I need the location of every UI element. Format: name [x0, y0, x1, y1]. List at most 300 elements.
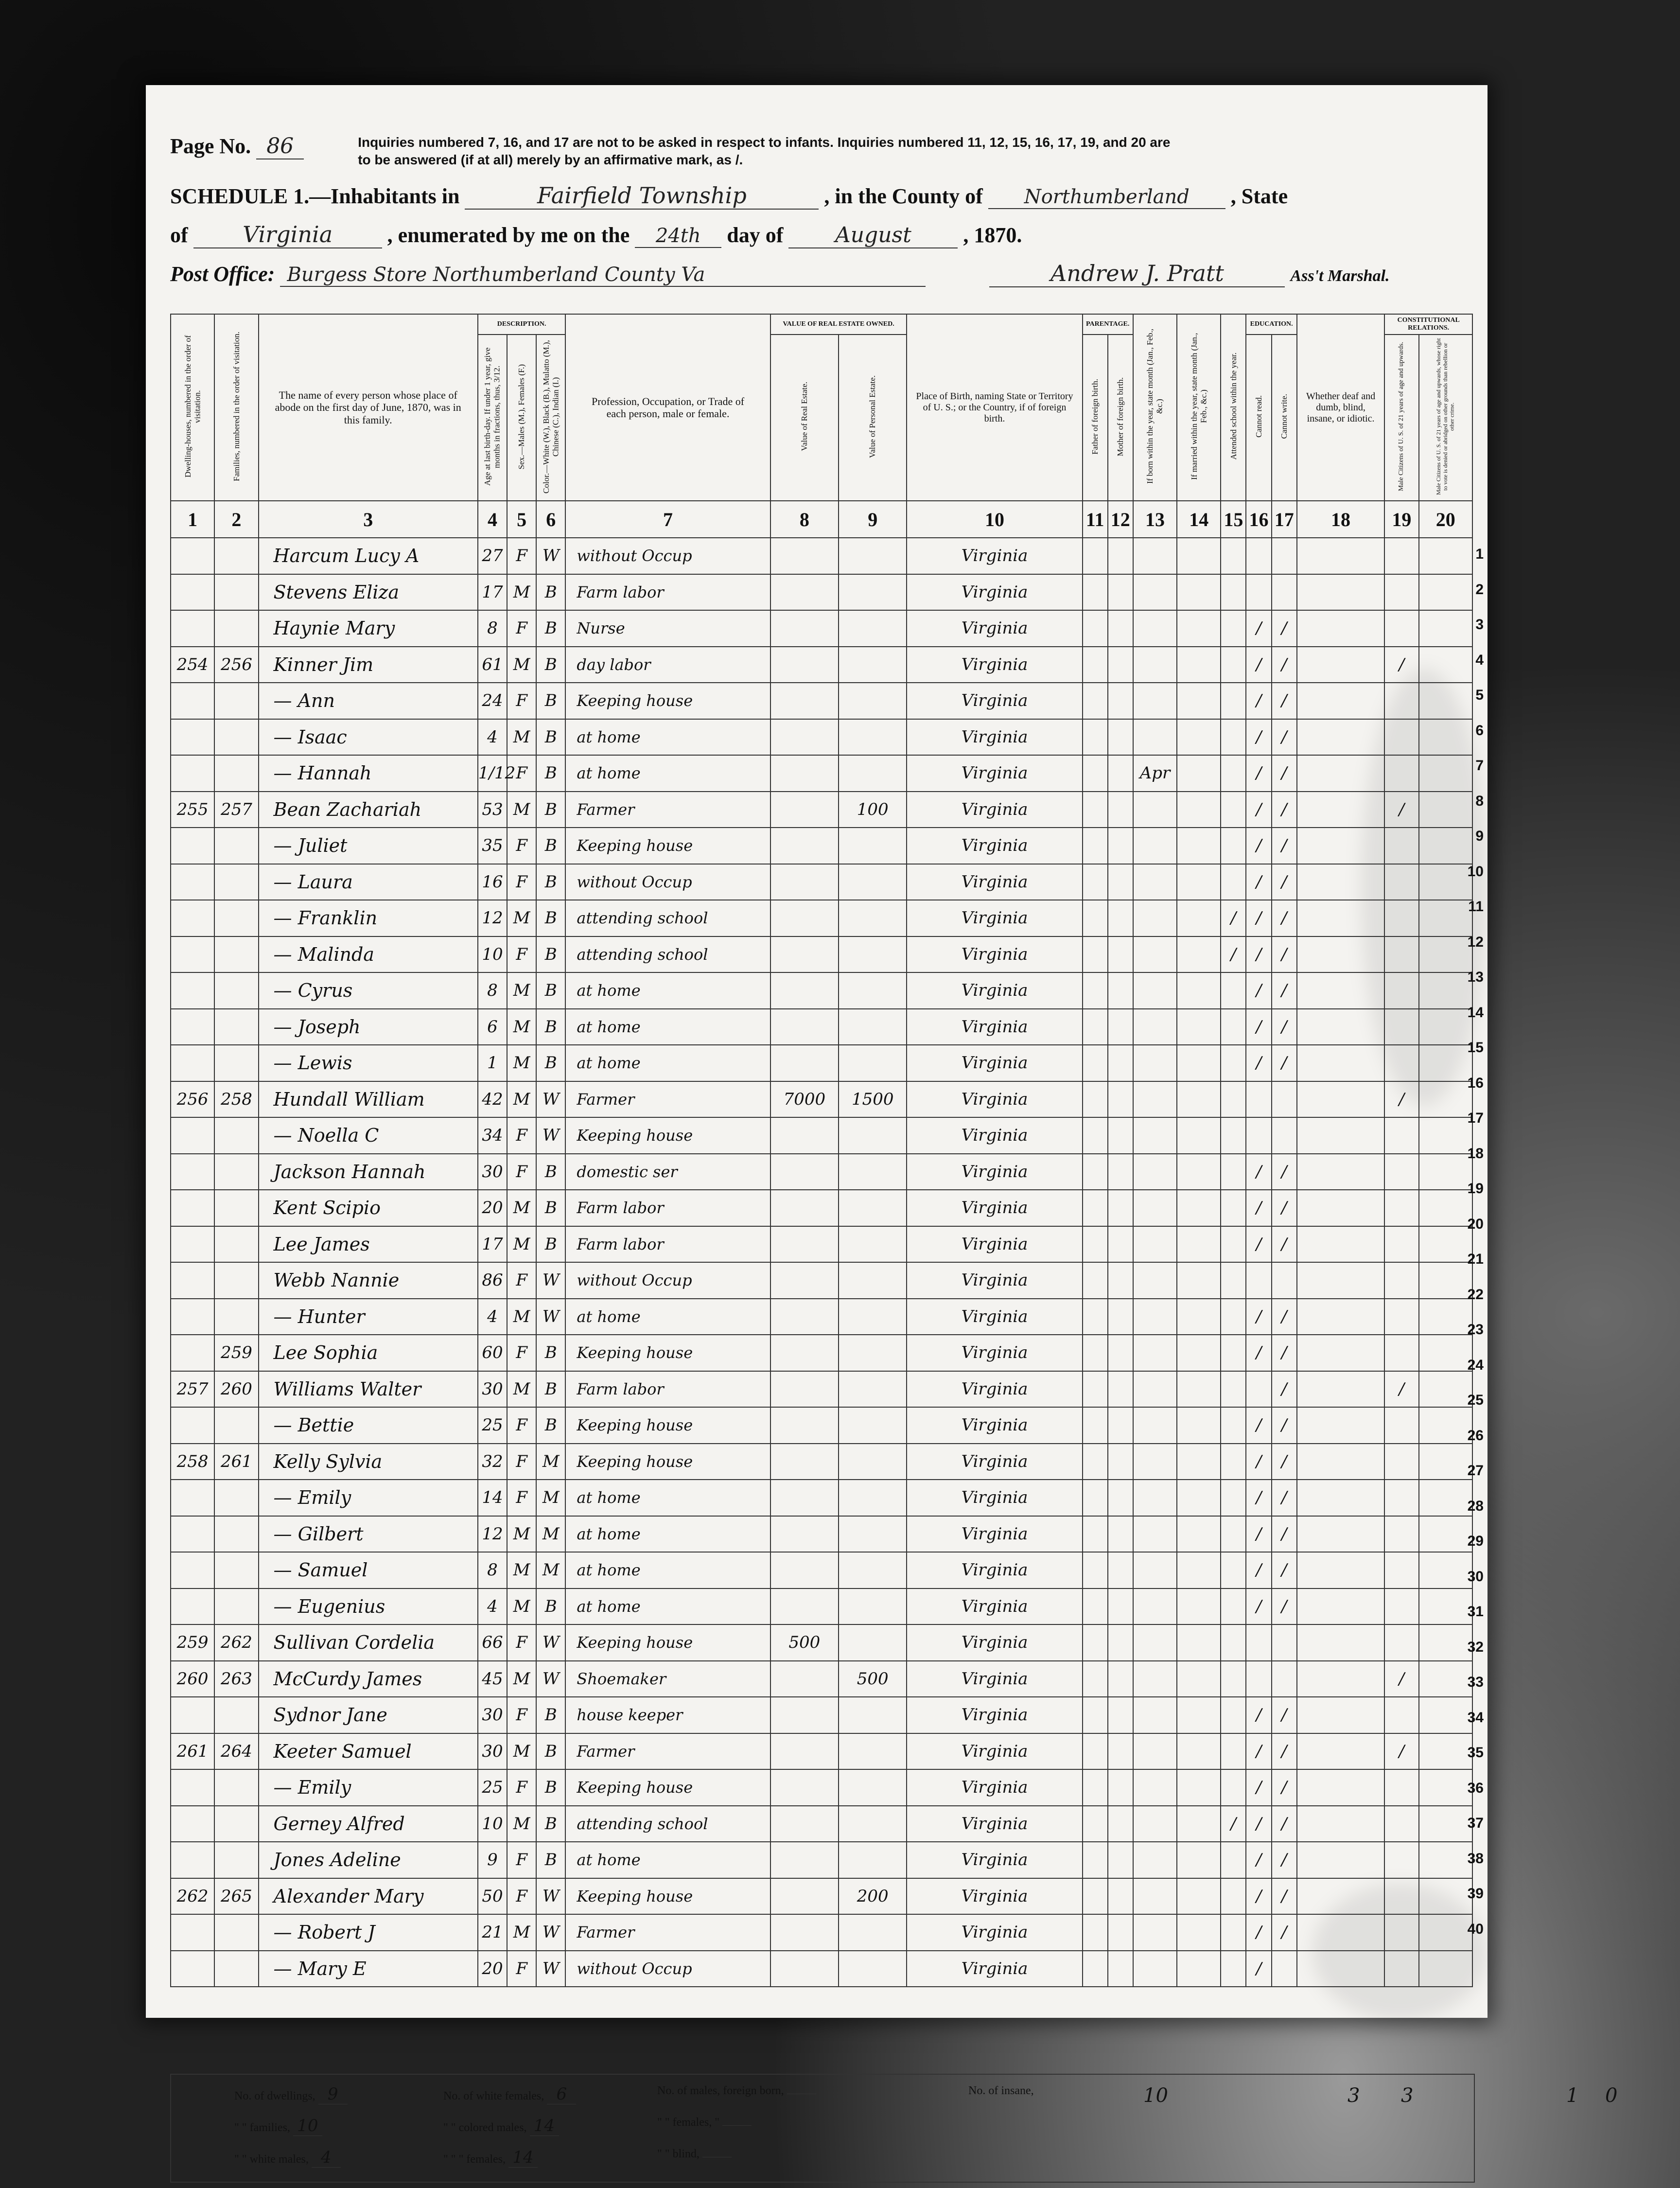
mother-foreign-cell — [1108, 1444, 1133, 1480]
deaf-blind-insane-cell — [1297, 972, 1385, 1009]
sex-cell: M — [507, 1588, 536, 1625]
cannot-write-cell — [1272, 1661, 1297, 1697]
personal-estate-value-cell — [839, 538, 907, 574]
deaf-blind-insane-cell — [1297, 1262, 1385, 1299]
dwelling-number-cell — [171, 1045, 214, 1081]
sex-cell: F — [507, 1262, 536, 1299]
vote-denied-cell — [1419, 1842, 1473, 1878]
attended-school-cell: / — [1221, 936, 1246, 973]
married-within-year-cell — [1177, 1951, 1221, 1987]
occupation-cell: Keeping house — [565, 828, 770, 864]
cannot-write-cell: / — [1272, 900, 1297, 936]
person-name-cell: — Ann — [259, 683, 478, 719]
census-row — [171, 1335, 1472, 1371]
attended-school-cell — [1221, 1371, 1246, 1408]
census-row — [171, 538, 1472, 574]
birthplace-cell: Virginia — [907, 1806, 1082, 1842]
deaf-blind-insane-cell — [1297, 1661, 1385, 1697]
born-within-year-cell — [1133, 1009, 1177, 1045]
birthplace-cell: Virginia — [907, 1009, 1082, 1045]
personal-estate-value-cell: 200 — [839, 1878, 907, 1915]
male-citizen-cell — [1384, 610, 1418, 647]
attended-school-cell — [1221, 1335, 1246, 1371]
occupation-cell: Farmer — [565, 1733, 770, 1770]
father-foreign-cell — [1083, 1842, 1108, 1878]
born-within-year-cell — [1133, 828, 1177, 864]
married-within-year-cell — [1177, 1516, 1221, 1553]
real-estate-value-cell: 7000 — [770, 1081, 839, 1118]
cannot-write-cell — [1272, 1624, 1297, 1661]
cannot-read-cell: / — [1246, 1951, 1271, 1987]
person-name-cell: — Laura — [259, 864, 478, 900]
sex-cell: F — [507, 1407, 536, 1444]
father-foreign-cell — [1083, 828, 1108, 864]
person-name-cell: Lee James — [259, 1226, 478, 1263]
personal-estate-value-cell — [839, 1407, 907, 1444]
father-foreign-cell — [1083, 1624, 1108, 1661]
column-number: 12 — [1108, 501, 1133, 538]
born-within-year-cell — [1133, 1842, 1177, 1878]
cannot-read-cell: / — [1246, 1842, 1271, 1878]
real-estate-value-cell — [770, 1444, 839, 1480]
sex-cell: F — [507, 864, 536, 900]
family-number-cell: 264 — [214, 1733, 258, 1770]
dwelling-number-cell — [171, 1842, 214, 1878]
male-citizen-cell — [1384, 1117, 1418, 1154]
birthplace-cell: Virginia — [907, 1842, 1082, 1878]
constitutional-group-header: CONSTITUTIONAL RELATIONS. — [1384, 314, 1472, 335]
enumeration-day: 24th — [635, 225, 721, 248]
day-of-label: day of — [727, 223, 784, 247]
occupation-cell: house keeper — [565, 1697, 770, 1733]
personal-estate-value-cell — [839, 1371, 907, 1408]
dwelling-number-cell: 259 — [171, 1624, 214, 1661]
sex-cell: M — [507, 1299, 536, 1335]
married-within-year-cell — [1177, 1842, 1221, 1878]
male-citizen-cell — [1384, 1769, 1418, 1806]
deaf-blind-insane-cell — [1297, 1480, 1385, 1516]
sex-cell: M — [507, 792, 536, 828]
col-family-header: Families, numbered in the order of visitation. — [214, 314, 258, 501]
cannot-write-cell: / — [1272, 719, 1297, 756]
vote-denied-cell — [1419, 1951, 1473, 1987]
sex-cell: F — [507, 1624, 536, 1661]
real-estate-value-cell — [770, 1516, 839, 1553]
census-row — [171, 1697, 1472, 1733]
occupation-cell: Farmer — [565, 1914, 770, 1951]
family-number-cell — [214, 1117, 258, 1154]
deaf-blind-insane-cell — [1297, 1444, 1385, 1480]
dwelling-number-cell — [171, 1117, 214, 1154]
person-name-cell: — Bettie — [259, 1407, 478, 1444]
real-estate-value-cell — [770, 1842, 839, 1878]
real-estate-value-cell — [770, 1697, 839, 1733]
margin-line-number: 12 — [1467, 934, 1484, 950]
real-estate-value-cell — [770, 936, 839, 973]
col-mother-foreign-header: Mother of foreign birth. — [1108, 335, 1133, 501]
family-number-cell: 262 — [214, 1624, 258, 1661]
marshal-label: Ass't Marshal. — [1290, 267, 1390, 285]
occupation-cell: without Occup — [565, 1951, 770, 1987]
color-cell: B — [536, 610, 565, 647]
occupation-cell: Nurse — [565, 610, 770, 647]
total-mark-b: 3 — [1348, 2084, 1360, 2107]
year-label: , 1870. — [963, 223, 1022, 247]
married-within-year-cell — [1177, 1407, 1221, 1444]
cannot-read-cell: / — [1246, 792, 1271, 828]
birthplace-cell: Virginia — [907, 1444, 1082, 1480]
person-name-cell: Jackson Hannah — [259, 1154, 478, 1190]
personal-estate-value-cell — [839, 1516, 907, 1553]
margin-line-number: 4 — [1475, 652, 1484, 668]
margin-line-number: 3 — [1475, 617, 1484, 633]
vote-denied-cell — [1419, 1045, 1473, 1081]
father-foreign-cell — [1083, 900, 1108, 936]
color-cell: B — [536, 1226, 565, 1263]
vote-denied-cell — [1419, 1480, 1473, 1516]
male-citizen-cell — [1384, 828, 1418, 864]
male-citizen-cell: / — [1384, 1733, 1418, 1770]
color-cell: B — [536, 1769, 565, 1806]
personal-estate-value-cell: 1500 — [839, 1081, 907, 1118]
instructions-note: Inquiries numbered 7, 16, and 17 are not to be asked in respect to infants. Inquiries numbered 11, 12, 15, 16, 17, 19, and 20 are to be answered (if at all) merely by an affirmative mark, as /. — [358, 135, 1171, 168]
age-cell: 32 — [478, 1444, 507, 1480]
real-estate-value-cell — [770, 1806, 839, 1842]
color-cell: B — [536, 936, 565, 973]
born-within-year-cell — [1133, 1516, 1177, 1553]
col-deaf-header: Whether deaf and dumb, blind, insane, or idiotic. — [1297, 314, 1385, 501]
attended-school-cell — [1221, 1516, 1246, 1553]
person-name-cell: — Emily — [259, 1769, 478, 1806]
margin-line-number: 36 — [1467, 1780, 1484, 1796]
personal-estate-value-cell — [839, 1190, 907, 1226]
dwelling-number-cell: 254 — [171, 647, 214, 683]
vote-denied-cell — [1419, 1733, 1473, 1770]
personal-estate-value-cell — [839, 1624, 907, 1661]
dwelling-number-cell — [171, 1516, 214, 1553]
vote-denied-cell — [1419, 719, 1473, 756]
age-cell: 8 — [478, 972, 507, 1009]
col-occupation-header: Profession, Occupation, or Trade of each person, male or female. — [565, 314, 770, 501]
person-name-cell: Hundall William — [259, 1081, 478, 1118]
margin-line-number: 13 — [1467, 969, 1484, 985]
mother-foreign-cell — [1108, 1697, 1133, 1733]
dwelling-number-cell — [171, 1407, 214, 1444]
vote-denied-cell — [1419, 1697, 1473, 1733]
census-row — [171, 1226, 1472, 1263]
attended-school-cell — [1221, 828, 1246, 864]
occupation-cell: Farm labor — [565, 1190, 770, 1226]
deaf-blind-insane-cell — [1297, 1335, 1385, 1371]
attended-school-cell — [1221, 1154, 1246, 1190]
age-cell: 50 — [478, 1878, 507, 1915]
family-number-cell: 257 — [214, 792, 258, 828]
married-within-year-cell — [1177, 1661, 1221, 1697]
mother-foreign-cell — [1108, 1407, 1133, 1444]
color-cell: M — [536, 1552, 565, 1588]
personal-estate-value-cell — [839, 972, 907, 1009]
vote-denied-cell — [1419, 1444, 1473, 1480]
real-estate-value-cell — [770, 1914, 839, 1951]
birthplace-cell: Virginia — [907, 1914, 1082, 1951]
married-within-year-cell — [1177, 1117, 1221, 1154]
cannot-write-cell: / — [1272, 1444, 1297, 1480]
sex-cell: M — [507, 1516, 536, 1553]
born-within-year-cell: Apr — [1133, 755, 1177, 792]
state-value: Virginia — [193, 221, 382, 248]
total-mark-c: 3 — [1401, 2084, 1414, 2107]
personal-estate-value-cell — [839, 1262, 907, 1299]
cannot-write-cell: / — [1272, 1878, 1297, 1915]
margin-line-number: 35 — [1467, 1745, 1484, 1761]
of-label: of — [170, 223, 188, 247]
father-foreign-cell — [1083, 1516, 1108, 1553]
mother-foreign-cell — [1108, 1516, 1133, 1553]
color-cell: B — [536, 1190, 565, 1226]
cannot-read-cell: / — [1246, 1226, 1271, 1263]
color-cell: W — [536, 1914, 565, 1951]
margin-line-number: 21 — [1467, 1251, 1484, 1267]
sex-cell: F — [507, 1117, 536, 1154]
dwelling-number-cell: 255 — [171, 792, 214, 828]
color-cell: W — [536, 538, 565, 574]
sex-cell: F — [507, 610, 536, 647]
born-within-year-cell — [1133, 1697, 1177, 1733]
occupation-cell: Farmer — [565, 1081, 770, 1118]
birthplace-cell: Virginia — [907, 1371, 1082, 1408]
father-foreign-cell — [1083, 538, 1108, 574]
family-number-cell — [214, 828, 258, 864]
born-within-year-cell — [1133, 1552, 1177, 1588]
cannot-write-cell: / — [1272, 1226, 1297, 1263]
family-number-cell: 263 — [214, 1661, 258, 1697]
vote-denied-cell — [1419, 972, 1473, 1009]
attended-school-cell: / — [1221, 1806, 1246, 1842]
person-name-cell: — Eugenius — [259, 1588, 478, 1625]
description-group-header: DESCRIPTION. — [478, 314, 566, 335]
family-number-cell: 256 — [214, 647, 258, 683]
person-name-cell: Bean Zachariah — [259, 792, 478, 828]
col-citizen-header: Male Citizens of U. S. of 21 years of age and upwards. — [1384, 335, 1418, 501]
dwelling-number-cell — [171, 1697, 214, 1733]
real-estate-value-cell — [770, 1009, 839, 1045]
attended-school-cell — [1221, 719, 1246, 756]
family-number-cell — [214, 864, 258, 900]
cannot-write-cell: / — [1272, 1371, 1297, 1408]
deaf-blind-insane-cell — [1297, 538, 1385, 574]
census-row — [171, 1299, 1472, 1335]
mother-foreign-cell — [1108, 1951, 1133, 1987]
married-within-year-cell — [1177, 1624, 1221, 1661]
personal-estate-value-cell — [839, 719, 907, 756]
male-citizen-cell — [1384, 683, 1418, 719]
real-estate-value-cell: 500 — [770, 1624, 839, 1661]
occupation-cell: Farmer — [565, 792, 770, 828]
real-estate-value-cell — [770, 972, 839, 1009]
deaf-blind-insane-cell — [1297, 1081, 1385, 1118]
occupation-cell: at home — [565, 1516, 770, 1553]
family-number-cell: 261 — [214, 1444, 258, 1480]
occupation-cell: Farm labor — [565, 574, 770, 611]
col-denied-header: Male Citizens of U. S. of 21 years of age and upwards, whose right to vote is denied or abridged on other grounds than rebellion or other crime. — [1419, 335, 1473, 501]
real-estate-value-cell — [770, 1480, 839, 1516]
sex-cell: F — [507, 1154, 536, 1190]
mother-foreign-cell — [1108, 900, 1133, 936]
vote-denied-cell — [1419, 1624, 1473, 1661]
cannot-read-cell: / — [1246, 755, 1271, 792]
blind-total: " " blind, — [657, 2148, 732, 2161]
born-within-year-cell — [1133, 1081, 1177, 1118]
dwelling-number-cell — [171, 683, 214, 719]
vote-denied-cell — [1419, 1190, 1473, 1226]
column-number: 18 — [1297, 501, 1385, 538]
father-foreign-cell — [1083, 936, 1108, 973]
birthplace-cell: Virginia — [907, 1335, 1082, 1371]
male-citizen-cell — [1384, 936, 1418, 973]
mother-foreign-cell — [1108, 719, 1133, 756]
dwelling-number-cell — [171, 1588, 214, 1625]
cannot-write-cell: / — [1272, 683, 1297, 719]
census-row — [171, 1117, 1472, 1154]
male-citizen-cell — [1384, 538, 1418, 574]
occupation-cell: Keeping house — [565, 683, 770, 719]
married-within-year-cell — [1177, 864, 1221, 900]
person-name-cell: Webb Nannie — [259, 1262, 478, 1299]
age-cell: 25 — [478, 1407, 507, 1444]
sex-cell: M — [507, 574, 536, 611]
column-number-row — [171, 501, 1472, 538]
margin-line-number: 15 — [1467, 1040, 1484, 1056]
occupation-cell: at home — [565, 719, 770, 756]
margin-line-number: 37 — [1467, 1815, 1484, 1831]
cannot-read-cell — [1246, 1624, 1271, 1661]
birthplace-cell: Virginia — [907, 1407, 1082, 1444]
margin-line-number: 38 — [1467, 1850, 1484, 1867]
personal-estate-value-cell — [839, 1806, 907, 1842]
real-estate-value-cell — [770, 1190, 839, 1226]
person-name-cell: Alexander Mary — [259, 1878, 478, 1915]
mother-foreign-cell — [1108, 1552, 1133, 1588]
census-row — [171, 1190, 1472, 1226]
schedule-line — [170, 182, 1288, 210]
dwelling-number-cell — [171, 864, 214, 900]
census-table — [170, 314, 1473, 1987]
education-group-header: EDUCATION. — [1246, 314, 1296, 335]
birthplace-cell: Virginia — [907, 1769, 1082, 1806]
married-within-year-cell — [1177, 1335, 1221, 1371]
dwelling-number-cell — [171, 1226, 214, 1263]
mother-foreign-cell — [1108, 1914, 1133, 1951]
margin-line-number: 24 — [1467, 1357, 1484, 1373]
color-cell: B — [536, 1806, 565, 1842]
sex-cell: F — [507, 936, 536, 973]
dwelling-number-cell: 256 — [171, 1081, 214, 1118]
married-within-year-cell — [1177, 683, 1221, 719]
deaf-blind-insane-cell — [1297, 610, 1385, 647]
real-estate-value-cell — [770, 1407, 839, 1444]
person-name-cell: — Cyrus — [259, 972, 478, 1009]
column-number: 11 — [1083, 501, 1108, 538]
occupation-cell: Keeping house — [565, 1444, 770, 1480]
col-born-within-year-header: If born within the year, state month (Jan., Feb., &c.) — [1133, 314, 1177, 501]
father-foreign-cell — [1083, 1117, 1108, 1154]
male-citizen-cell — [1384, 900, 1418, 936]
family-number-cell — [214, 1154, 258, 1190]
deaf-blind-insane-cell — [1297, 755, 1385, 792]
column-number: 16 — [1246, 501, 1271, 538]
census-row — [171, 1661, 1472, 1697]
person-name-cell: Harcum Lucy A — [259, 538, 478, 574]
family-number-cell — [214, 1516, 258, 1553]
age-cell: 12 — [478, 900, 507, 936]
married-within-year-cell — [1177, 936, 1221, 973]
dwelling-number-cell: 257 — [171, 1371, 214, 1408]
cannot-write-cell: / — [1272, 1299, 1297, 1335]
attended-school-cell — [1221, 1117, 1246, 1154]
colored-females-total: " " " females, 14 — [443, 2148, 538, 2168]
margin-line-number: 14 — [1467, 1004, 1484, 1021]
married-within-year-cell — [1177, 1226, 1221, 1263]
insane-total: No. of insane, — [968, 2084, 1034, 2097]
color-cell: M — [536, 1444, 565, 1480]
father-foreign-cell — [1083, 1226, 1108, 1263]
vote-denied-cell — [1419, 1769, 1473, 1806]
white-females-total: No. of white females, 6 — [443, 2084, 576, 2104]
deaf-blind-insane-cell — [1297, 1045, 1385, 1081]
father-foreign-cell — [1083, 1878, 1108, 1915]
dwelling-number-cell — [171, 972, 214, 1009]
vote-denied-cell — [1419, 1407, 1473, 1444]
color-cell: W — [536, 1624, 565, 1661]
personal-estate-value-cell — [839, 1154, 907, 1190]
male-citizen-cell — [1384, 972, 1418, 1009]
totals-block — [170, 2074, 1618, 2183]
male-citizen-cell — [1384, 1444, 1418, 1480]
color-cell: W — [536, 1262, 565, 1299]
cannot-write-cell: / — [1272, 1045, 1297, 1081]
male-citizen-cell — [1384, 1588, 1418, 1625]
born-within-year-cell — [1133, 1480, 1177, 1516]
personal-estate-value-cell — [839, 1299, 907, 1335]
sex-cell: F — [507, 1878, 536, 1915]
dwelling-number-cell — [171, 900, 214, 936]
born-within-year-cell — [1133, 1154, 1177, 1190]
age-cell: 1/12 — [478, 755, 507, 792]
real-estate-value-cell — [770, 574, 839, 611]
dwelling-number-cell — [171, 936, 214, 973]
column-number: 13 — [1133, 501, 1177, 538]
sex-cell: M — [507, 1552, 536, 1588]
father-foreign-cell — [1083, 864, 1108, 900]
census-row — [171, 1588, 1472, 1625]
deaf-blind-insane-cell — [1297, 1516, 1385, 1553]
born-within-year-cell — [1133, 1407, 1177, 1444]
cannot-read-cell: / — [1246, 1806, 1271, 1842]
real-estate-value-cell — [770, 719, 839, 756]
cannot-read-cell: / — [1246, 1516, 1271, 1553]
sex-cell: M — [507, 1371, 536, 1408]
sex-cell: M — [507, 1081, 536, 1118]
vote-denied-cell — [1419, 1081, 1473, 1118]
person-name-cell: — Gilbert — [259, 1516, 478, 1553]
attended-school-cell — [1221, 792, 1246, 828]
marshal-signature: Andrew J. Pratt — [989, 260, 1285, 287]
family-number-cell — [214, 1769, 258, 1806]
cannot-read-cell — [1246, 1081, 1271, 1118]
born-within-year-cell — [1133, 1444, 1177, 1480]
census-row — [171, 1262, 1472, 1299]
age-cell: 24 — [478, 683, 507, 719]
